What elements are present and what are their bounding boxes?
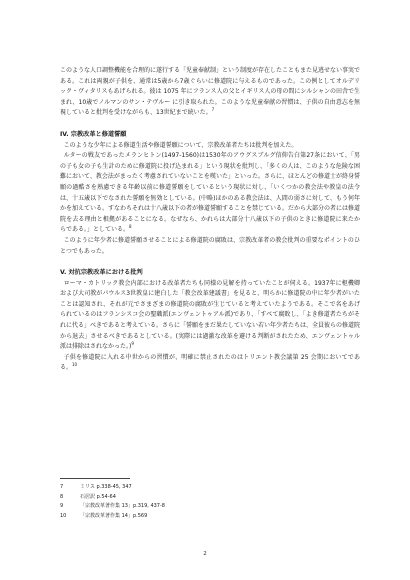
paragraph-text: このような人口調整機能を合理的に遂行する「児童奉献制」という制度が存在したこともまた見逃せない事実である。これは両親が子供を、通常は5歳から7歳ぐらいに修道院に与えるものであった。この例としてオルデリック・ヴィタリスもあげられる。彼は 1075 年にフランス人の父とイギリス人の母の間にシルシャンの田舎で生まれ、10歳でノルマンのサン・テヴルー に引き取られた。このような児童奉献の習慣は、子供の自由意志を無視していると批判を受けながらも、13世紀まで続いた。 xyxy=(60,67,361,117)
footnotes xyxy=(60,483,360,521)
paragraph: このような少年による修道生活や修道誓願について、宗教改革者たちは批判を加えた。 xyxy=(63,141,298,149)
paragraph xyxy=(60,279,360,353)
section-heading: IV. 宗教改革と修道誓願 xyxy=(60,130,127,138)
paragraph xyxy=(60,66,360,119)
footnote-number: 10 xyxy=(60,512,67,519)
paragraph-text: ルターの戦友であったメランヒトン(1497-1560)は1530年のアウグスブルグ信仰告白第27条において、「男の子も女の子も生計のために修道院に投げ込まれる」という現状を批判し、「多くの人は、このような危険な困難において、教会法がまったく考慮されていないことを嘆いた」といった。さらに、ほとんどの修道士が終身誓願の過酷さを熟慮できる年齢以前に修道誓願をしているという現状に対し、「いくつかの教会法や教皇の法令は、十五歳以下でなされた誓願を無効としている。(中略)ほかのある教会法は、人間の弱さに対して、もう何年かを加えている。すなわちそれは十八歳以下の者が修道誓願することを禁じている。だから大部分の者には修道院を去る理由と根拠があることになる。なぜなら、かれらは大部分十八歳以下の子供のときに修道院に来たからである。」としている。 xyxy=(60,152,361,234)
footnote xyxy=(60,502,360,512)
paragraph: このように年少者に修道誓願させることによる修道院の腐敗は、宗教改革者の教会批判の重要なポイントのひとつでもあった。 xyxy=(60,236,360,255)
footnote-text: 「宗教改革著作集 13」p.319, 437-8 xyxy=(80,503,165,510)
footnote-number: 8 xyxy=(60,493,64,500)
paragraph xyxy=(60,151,360,236)
paragraph-text: ローマ・カトリック教会内部における改革者たちも同様の見解を持っていたことが伺える。1937年に枢機卿および大司教がパウルス3世教皇に建白した「教会改革建議書」を見ると、明らかに修道院の中に年少者がいたことは認知され、それが元でさまざまの修道院の腐敗が生じていると考えていたようである。そこで名をあげられているのはフランシスコ会の聖職派(エンヴェントゥアル派)であり、「すべて腐敗し、「よき修道者たちがそれに代る」べきであると考えている。さらに「誓願をまだ果たしていない若い年少者たちは、全員彼らの修道院から退去」させるべきであるとしている。(実際には過激な改革を避ける判断がされたため、エンヴェントゥル派は排除はされなかった。) xyxy=(60,279,361,351)
footnote xyxy=(60,493,360,503)
footnote-number: 9 xyxy=(60,503,64,510)
footnote-ref: 10 xyxy=(72,362,78,368)
page-number: 2 xyxy=(203,551,207,557)
footnote-divider xyxy=(60,478,130,479)
section-heading: V. 対抗宗教改革における批判 xyxy=(60,269,143,277)
footnote-ref: 9 xyxy=(131,341,134,347)
footnote xyxy=(60,483,360,493)
paragraph xyxy=(60,353,360,374)
footnote-text: 石居訳 p.54-64 xyxy=(80,493,116,500)
footnote-text: 「宗教改革著作集 14」p.569 xyxy=(80,512,148,519)
footnote-text: ミリス p.338-45, 347 xyxy=(80,484,132,490)
footnote-ref: 8 xyxy=(128,224,132,230)
footnote-ref: 7 xyxy=(211,107,215,113)
footnote-number: 7 xyxy=(60,484,64,490)
footnote xyxy=(60,512,360,522)
paragraph-text: 子供を修道院に入れる中世からの習慣が、明確に禁止されたのはトリエント教会議第 25 会期においてである。 xyxy=(60,353,360,372)
body-text xyxy=(60,66,360,374)
